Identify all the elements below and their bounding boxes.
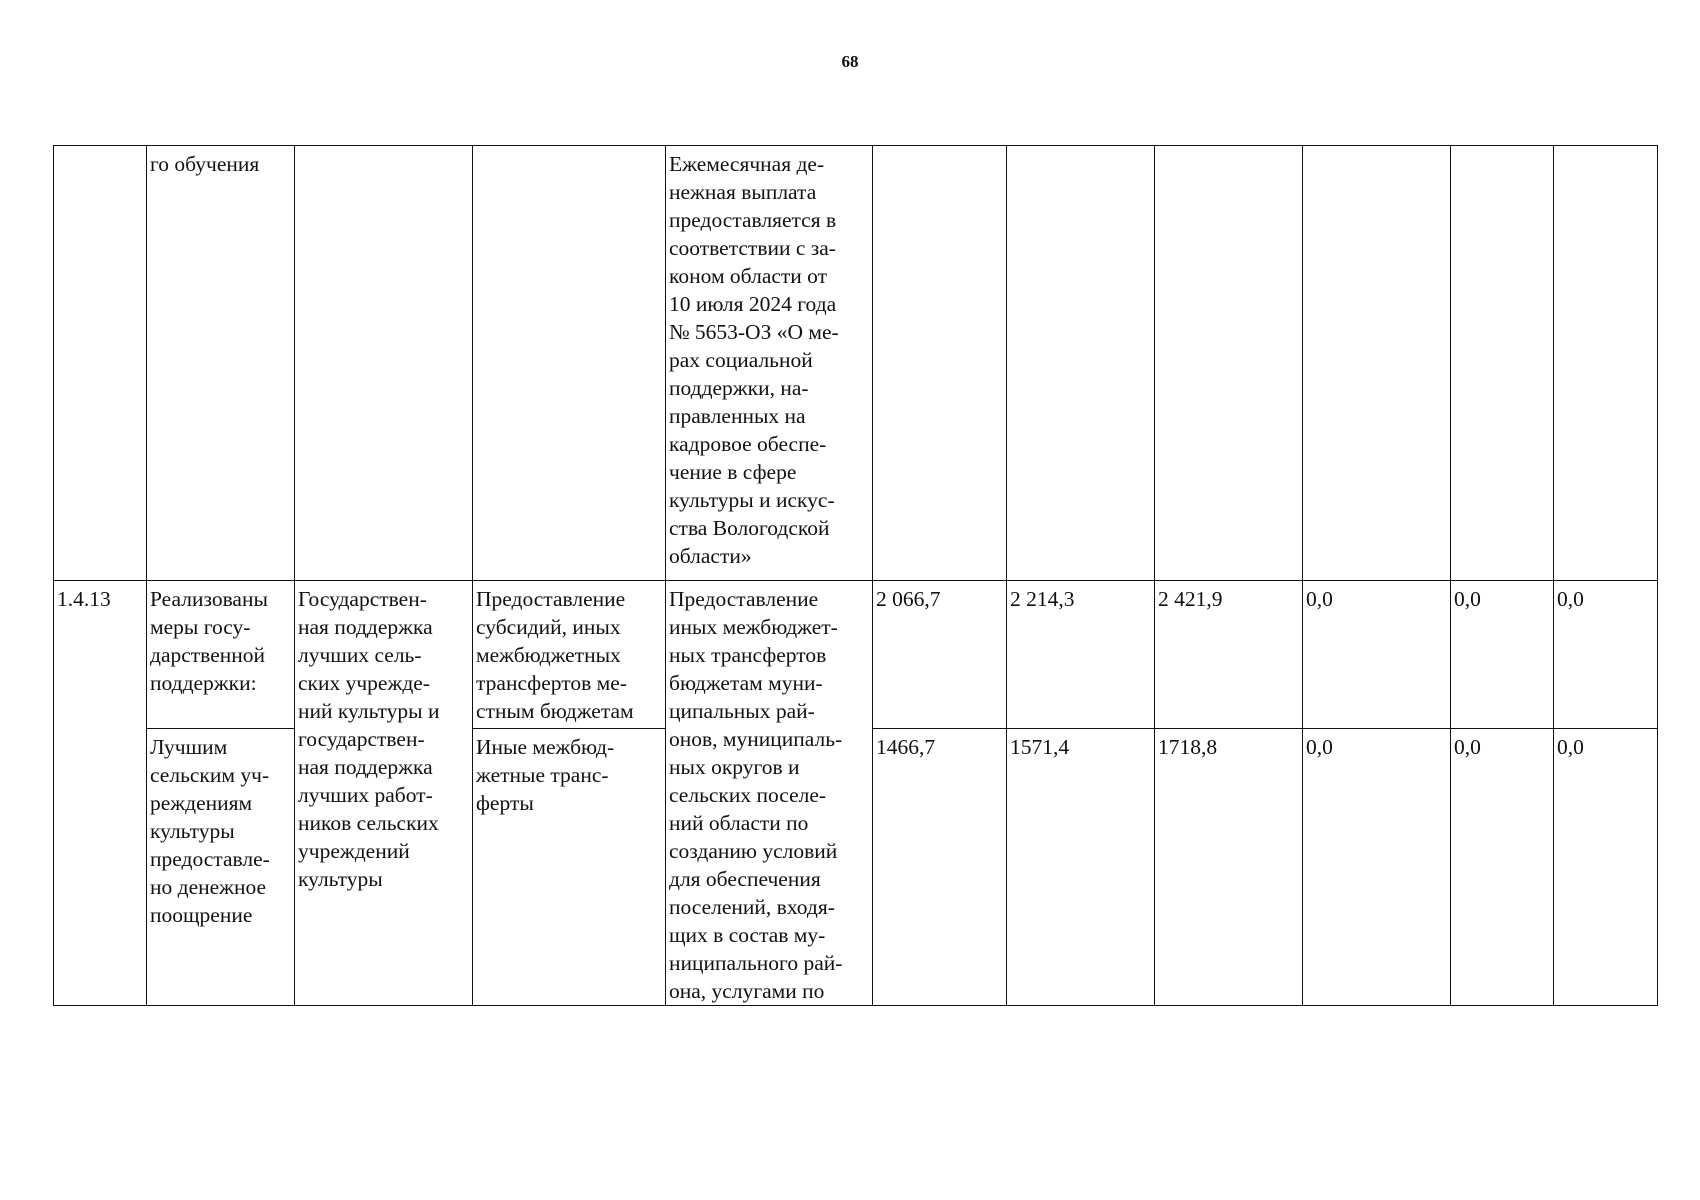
cell-value [873,146,1007,581]
table-row-1-4-13 [54,581,1658,729]
cell-name: го обучения [147,146,295,581]
cell-value: 0,0 [1554,728,1658,1005]
cell-basis: Предоставление иных межбюджет- ных трансфертов бюджетам муни- ципальных рай- онов, муниципаль- ных округов и сельских поселе- ний области по созданию условий для обеспечения поселений, входя- щих в состав му- ниципального рай- она, услугами по [666,581,873,1006]
cell-value: 0,0 [1303,728,1451,1005]
cell-value: 0,0 [1303,581,1451,729]
cell-mechanism [473,146,666,581]
cell-value [1554,146,1658,581]
cell-mechanism-top: Предоставление субсидий, иных межбюджетных трансфертов ме- стным бюджетам [473,581,666,729]
cell-value: 2 421,9 [1155,581,1303,729]
cell-value: 0,0 [1451,728,1554,1005]
cell-description [295,146,473,581]
cell-value: 2 066,7 [873,581,1007,729]
cell-description: Государствен- ная поддержка лучших сель- ских учрежде- ний культуры и государствен- ная поддержка лучших работ- ников сельских учреждений культуры [295,581,473,1006]
cell-number [54,146,147,581]
cell-name-bottom: Лучшим сельским уч- реждениям культуры предоставле- но денежное поощрение [147,728,295,1005]
cell-value: 2 214,3 [1007,581,1155,729]
cell-value [1155,146,1303,581]
cell-name-top: Реализованы меры госу- дарственной поддержки: [147,581,295,729]
cell-value [1007,146,1155,581]
cell-value: 0,0 [1554,581,1658,729]
table-row-continued [54,146,1658,581]
cell-number: 1.4.13 [54,581,147,1006]
cell-mechanism-bottom: Иные межбюд- жетные транс- ферты [473,728,666,1005]
cell-value: 0,0 [1451,581,1554,729]
cell-value: 1466,7 [873,728,1007,1005]
cell-value: 1718,8 [1155,728,1303,1005]
document-table [53,145,1658,1006]
cell-basis: Ежемесячная де- нежная выплата предоставляется в соответствии с за- коном области от 10 июля 2024 года № 5653-ОЗ «О ме- рах социальной поддержки, на- правленных на кадровое обеспе- чение в сфере культуры и искус- ства Вологодской области» [666,146,873,581]
page-number: 68 [841,52,859,71]
cell-value [1303,146,1451,581]
cell-value: 1571,4 [1007,728,1155,1005]
cell-value [1451,146,1554,581]
